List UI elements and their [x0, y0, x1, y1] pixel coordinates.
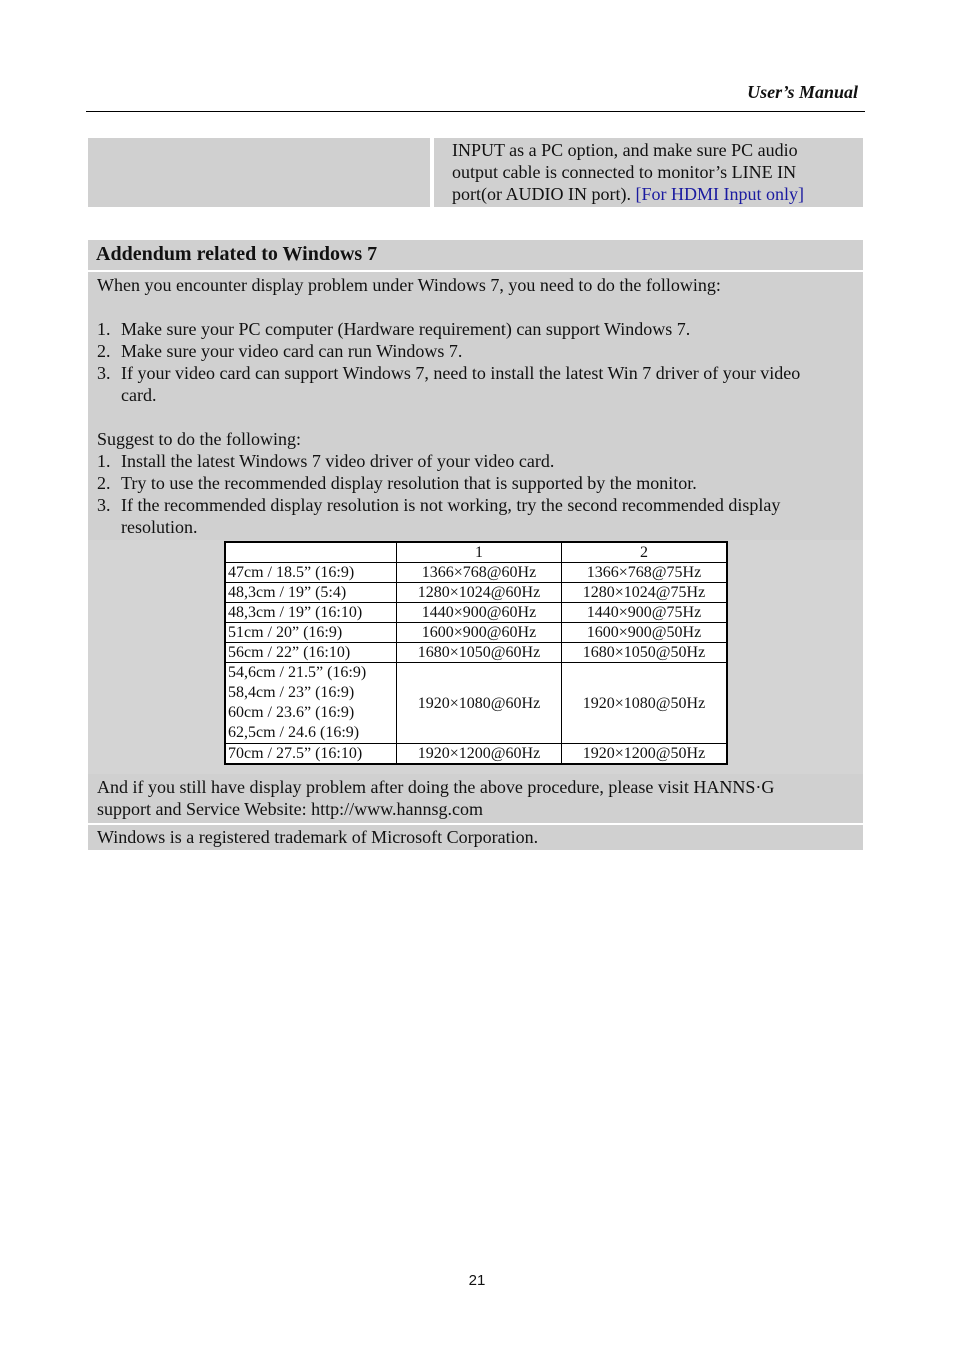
- step-item: [97, 318, 857, 340]
- suggestion-number: 3.: [97, 495, 111, 515]
- second-resolution-cell: 1920×1080@50Hz: [562, 663, 728, 744]
- addendum-heading: Addendum related to Windows 7: [88, 240, 863, 270]
- header-divider: [86, 111, 865, 112]
- step-text: If your video card can support Windows 7, need to install the latest Win 7 driver of your video: [121, 363, 801, 383]
- top-row-line: [452, 183, 853, 205]
- top-row-right-cell: [434, 138, 863, 207]
- monitor-size-cell: 48,3cm / 19” (16:10): [225, 603, 397, 623]
- addendum-text: [97, 274, 857, 538]
- second-resolution-cell: 1600×900@50Hz: [562, 623, 728, 643]
- step-text: Make sure your PC computer (Hardware requirement) can support Windows 7.: [121, 319, 691, 339]
- trademark-note: Windows is a registered trademark of Microsoft Corporation.: [97, 827, 539, 847]
- support-line: And if you still have display problem after doing the above procedure, please visit HANNS·G: [97, 777, 775, 797]
- monitor-size-cell: 70cm / 27.5” (16:10): [225, 744, 397, 765]
- monitor-size-line: 54,6cm / 21.5” (16:9): [228, 664, 367, 681]
- table-header-row: [225, 542, 727, 563]
- monitor-size-cell: 48,3cm / 19” (5:4): [225, 583, 397, 603]
- table-row: [225, 623, 727, 643]
- first-resolution-cell: 1600×900@60Hz: [397, 623, 562, 643]
- top-row-line: INPUT as a PC option, and make sure PC audio: [452, 140, 798, 160]
- table-row: [225, 583, 727, 603]
- second-resolution-cell: 1920×1200@50Hz: [562, 744, 728, 765]
- monitor-size-group-cell: [225, 663, 397, 744]
- monitor-size-line: 60cm / 23.6” (16:9): [228, 704, 355, 721]
- intro-paragraph: When you encounter display problem under Windows 7, you need to do the following:: [97, 275, 721, 295]
- top-row-line: output cable is connected to monitor’s LINE IN: [452, 162, 797, 182]
- table-header-cell: 1: [397, 542, 562, 563]
- suggestion-item: [97, 450, 857, 472]
- first-resolution-cell: 1366×768@60Hz: [397, 563, 562, 583]
- page-number: 21: [468, 1272, 486, 1289]
- addendum-body: [88, 272, 863, 850]
- suggestion-item: [97, 494, 857, 516]
- table-row: [225, 563, 727, 583]
- support-line: support and Service Website: http://www.hannsg.com: [97, 799, 483, 819]
- section-divider: [88, 823, 863, 825]
- second-resolution-cell: 1366×768@75Hz: [562, 563, 728, 583]
- second-resolution-cell: 1680×1050@50Hz: [562, 643, 728, 663]
- top-row-text: port(or AUDIO IN port).: [452, 184, 631, 204]
- first-resolution-cell: 1680×1050@60Hz: [397, 643, 562, 663]
- top-row-left-cell: [88, 138, 430, 207]
- table-row-group: [225, 663, 727, 744]
- suggestion-continuation: resolution.: [121, 517, 198, 537]
- monitor-size-line: 58,4cm / 23” (16:9): [228, 684, 355, 701]
- step-continuation: card.: [121, 385, 157, 405]
- manual-title: User’s Manual: [747, 82, 858, 102]
- table-header-cell: 2: [562, 542, 728, 563]
- suggestion-text: Install the latest Windows 7 video driver of your video card.: [121, 451, 555, 471]
- hdmi-note: [For HDMI Input only]: [635, 184, 804, 204]
- first-resolution-cell: 1280×1024@60Hz: [397, 583, 562, 603]
- first-resolution-cell: 1440×900@60Hz: [397, 603, 562, 623]
- monitor-size-line: 62,5cm / 24.6 (16:9): [228, 724, 360, 741]
- first-resolution-cell: 1920×1200@60Hz: [397, 744, 562, 765]
- suggestion-text: If the recommended display resolution is not working, try the second recommended display: [121, 495, 781, 515]
- support-paragraph: [97, 776, 774, 820]
- table-row: [225, 603, 727, 623]
- first-resolution-cell: 1920×1080@60Hz: [397, 663, 562, 744]
- second-resolution-cell: 1440×900@75Hz: [562, 603, 728, 623]
- monitor-size-cell: 51cm / 20” (16:9): [225, 623, 397, 643]
- suggest-heading: Suggest to do the following:: [97, 429, 301, 449]
- step-number: 3.: [97, 363, 111, 383]
- second-resolution-cell: 1280×1024@75Hz: [562, 583, 728, 603]
- monitor-size-cell: 56cm / 22” (16:10): [225, 643, 397, 663]
- suggestion-text: Try to use the recommended display resolution that is supported by the monitor.: [121, 473, 697, 493]
- step-number: 2.: [97, 341, 111, 361]
- step-item: [97, 340, 857, 362]
- table-header-cell: [225, 542, 397, 563]
- table-row: [225, 744, 727, 765]
- step-text: Make sure your video card can run Windows 7.: [121, 341, 463, 361]
- table-row: [225, 643, 727, 663]
- resolution-table: [224, 541, 728, 765]
- suggestion-item: [97, 472, 857, 494]
- monitor-size-cell: 47cm / 18.5” (16:9): [225, 563, 397, 583]
- step-number: 1.: [97, 319, 111, 339]
- suggestion-number: 2.: [97, 473, 111, 493]
- step-item: [97, 362, 857, 384]
- suggestion-number: 1.: [97, 451, 111, 471]
